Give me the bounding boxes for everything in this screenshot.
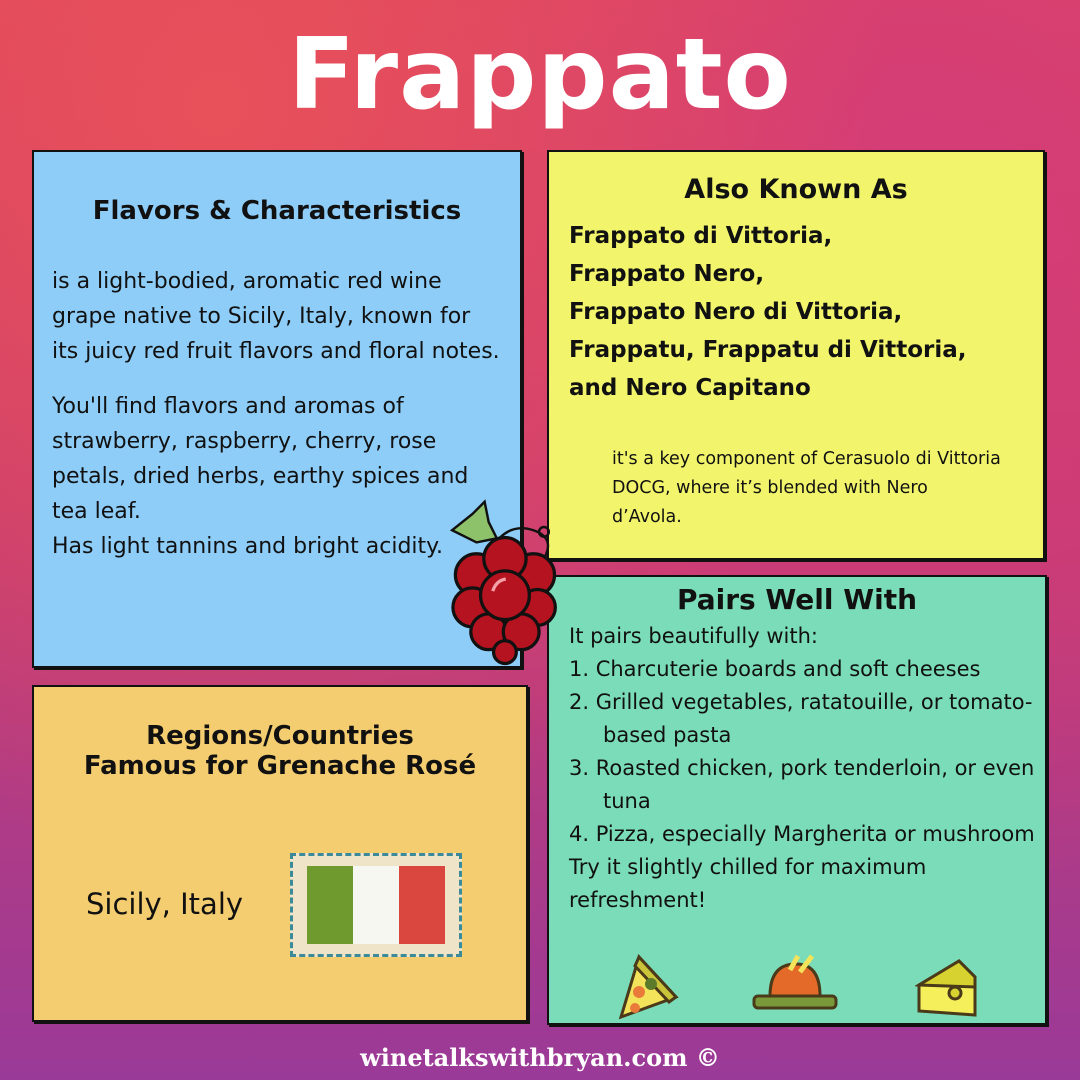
pairing-item: 3. Roasted chicken, pork tenderloin, or even tuna xyxy=(569,756,1035,813)
aka-list xyxy=(569,217,1043,407)
pizza-icon xyxy=(611,952,681,1022)
regions-card xyxy=(32,685,528,1022)
page-title: Frappato xyxy=(288,18,792,132)
regions-heading-1: Regions/Countries xyxy=(146,721,414,751)
aka-name: and Nero Capitano xyxy=(569,375,811,401)
pairing-item: 1. Charcuterie boards and soft cheeses xyxy=(569,657,981,681)
aka-name: Frappatu, Frappatu di Vittoria, xyxy=(569,337,967,363)
aka-name: Frappato Nero, xyxy=(569,261,765,287)
pairings-heading: Pairs Well With xyxy=(676,583,918,616)
aka-name: Frappato Nero di Vittoria, xyxy=(569,299,903,325)
pairings-card xyxy=(547,575,1047,1025)
region-name: Sicily, Italy xyxy=(86,887,244,921)
aka-heading: Also Known As xyxy=(684,174,908,205)
regions-heading-2: Famous for Grenache Rosé xyxy=(83,751,477,781)
cheese-icon xyxy=(915,957,979,1019)
pairings-intro: It pairs beautifully with: xyxy=(569,624,818,648)
aka-card xyxy=(547,150,1045,560)
flavors-heading: Flavors & Characteristics xyxy=(92,196,462,226)
pairing-item: 2. Grilled vegetables, ratatouille, or tomato-based pasta xyxy=(569,690,1033,747)
footer-website: winetalkswithbryan.com © xyxy=(360,1043,720,1072)
grape-cluster-icon xyxy=(444,492,574,670)
pairing-item: 4. Pizza, especially Margherita or mushroom xyxy=(569,822,1035,846)
italy-flag-stamp-icon xyxy=(290,853,462,957)
pairings-outro: Try it slightly chilled for maximum refreshment! xyxy=(569,855,927,912)
roast-chicken-icon xyxy=(752,952,838,1014)
aka-name: Frappato di Vittoria, xyxy=(569,223,833,249)
flavors-structure: Has light tannins and bright acidity. xyxy=(52,534,444,559)
flavors-description: is a light-bodied, aromatic red wine grape native to Sicily, Italy, known for its juicy red fruit flavors and floral notes. xyxy=(52,269,500,364)
flavors-aromas: You'll find flavors and aromas of strawberry, raspberry, cherry, rose petals, dried herbs, earthy spices and tea leaf. xyxy=(52,394,469,524)
aka-note: it's a key component of Cerasuolo di Vittoria DOCG, where it’s blended with Nero d’Avola. xyxy=(612,449,1001,527)
